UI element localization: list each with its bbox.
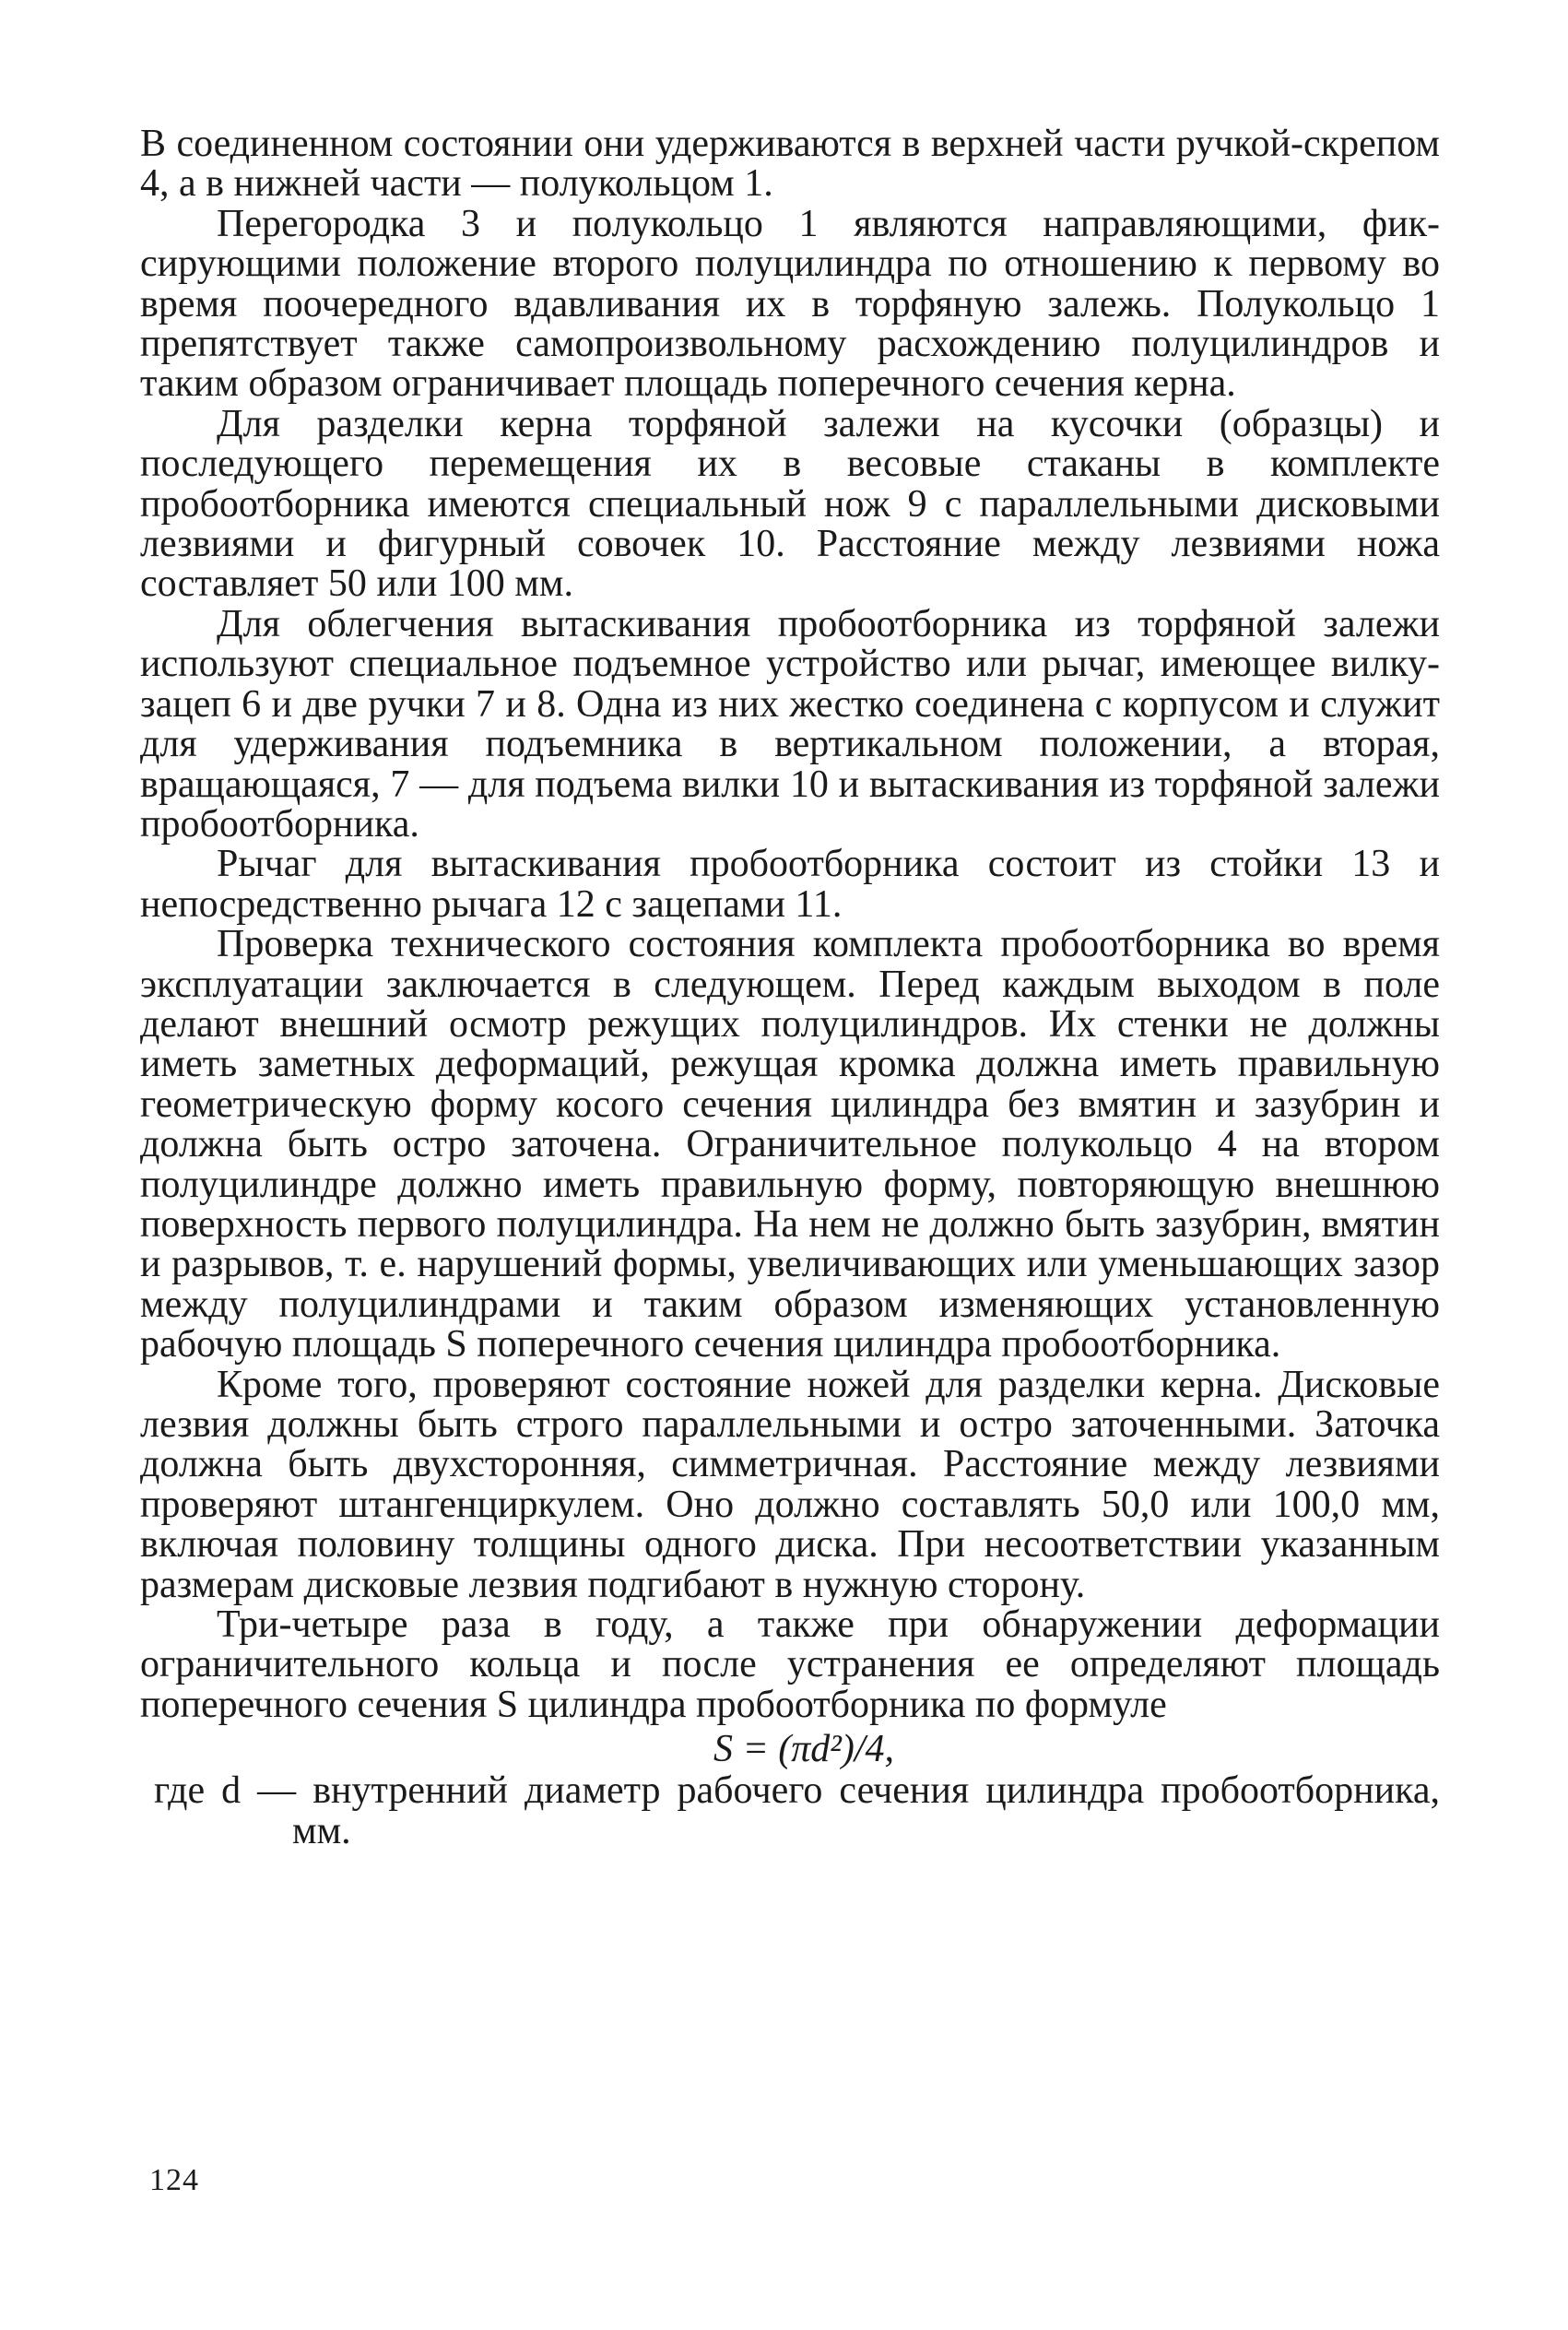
paragraph-4: Для облегчения вытаскивания пробоотборника из торфяной залежи используют специальное подъемное устройство или рычаг, имеющее вилку-зацеп 6 и две ручки 7 и 8. Одна из них жестко соединена с корпусом и служит для удерживания подъемника в вертикальном положении, а вторая, вращающаяся, 7 — для подъема вилки 10 и вытаскивания из торфяной залежи пробоотборника. (140, 602, 1440, 846)
page-number: 124 (149, 2163, 199, 2197)
paragraph-1: В соединенном состоянии они удерживаются в верхней части ручкой-скрепом 4, а в нижней части — полукольцом 1. (140, 123, 1440, 206)
paragraph-5: Рычаг для вытаскивания пробоотборника состоит из стойки 13 и непосредственно рычага 12 с зацепами 11. (140, 843, 1440, 926)
formula-explanation: где d — внутренний диаметр рабочего сечения цилиндра пробоотборника, мм. (154, 1769, 1440, 1852)
page-body (140, 124, 1440, 1851)
paragraph-3: Для разделки керна торфяной залежи на кусочки (образцы) и последующего перемещения их в весовые стаканы в комплекте пробоотборника имеются специальный нож 9 с параллельными дисковыми лезвиями и фигурный совочек 10. Расстояние между лезвиями ножа составляет 50 или 100 мм. (140, 402, 1440, 606)
formula: S = (πd²)/4, (713, 1728, 895, 1771)
paragraph-6: Проверка технического состояния комплекта пробоотборника во время эксплуатации заключается в следующем. Перед каждым выходом в поле делают внешний осмотр режущих полуцилиндров. Их стенки не должны иметь заметных деформаций, режущая кромка должна иметь правильную геометрическую форму косого сечения цилиндра без вмятин и зазубрин и должна быть остро заточена. Ограничительное полукольцо 4 на втором полуцилиндре должно иметь правильную форму, повторяющую внешнюю поверхность первого полуцилиндра. На нем не должно быть зазубрин, вмятин и разрывов, т. е. нарушений формы, увеличивающих или уменьшающих зазор между полуцилиндрами и таким образом изменяющих установленную рабочую площадь S поперечного сечения цилиндра пробоотборника. (140, 923, 1440, 1366)
paragraph-8: Три-четыре раза в году, а также при обнаружении деформации ограничительного кольца и после устранения ее определяют площадь поперечного сечения S цилиндра пробоотборника по формуле (140, 1603, 1440, 1726)
paragraph-7: Кроме того, проверяют состояние ножей для разделки керна. Дисковые лезвия должны быть строго параллельными и остро заточенными. Заточка должна быть двухсторонняя, симметричная. Расстояние между лезвиями проверяют штангенциркулем. Оно должно составлять 50,0 или 100,0 мм, включая половину толщины одного диска. При несоответствии указанным размерам дисковые лезвия подгибают в нужную сторону. (140, 1363, 1440, 1606)
paragraph-2: Перегородка 3 и полукольцо 1 являются направляющими, фиксирующими положение второго полуцилиндра по отношению к первому во время поочередного вдавливания их в торфяную залежь. Полукольцо 1 препятствует также самопроизвольному расхождению полуцилиндров и таким образом ограничивает площадь поперечного сечения керна. (140, 202, 1440, 406)
